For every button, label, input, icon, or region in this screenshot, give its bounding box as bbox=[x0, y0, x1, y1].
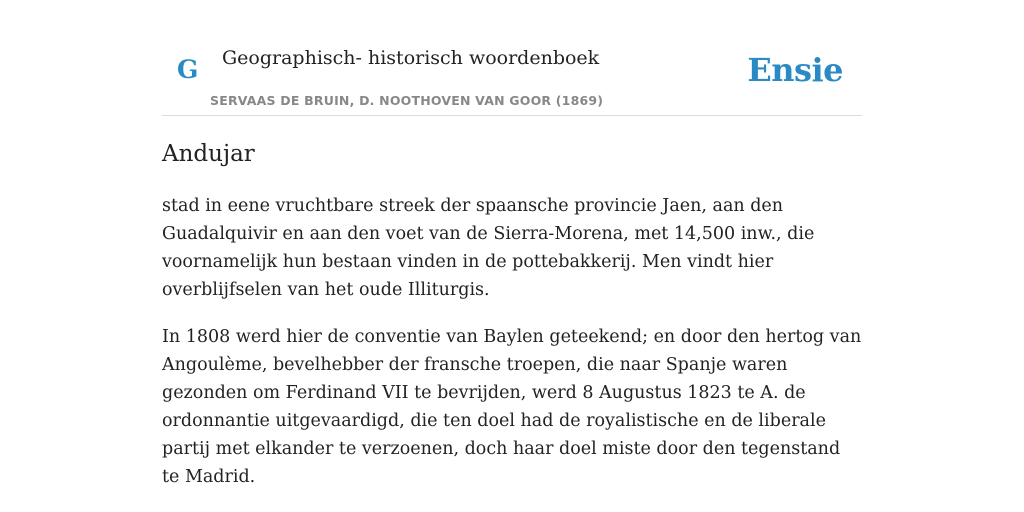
entry-paragraph: stad in eene vruchtbare streek der spaansche provincie Jaen, aan den Guadalquivir en aan den voet van de Sierra-Morena, met 14,500 inw., die voornamelijk hun bestaan vinden in de pottebakkerij. Men vindt hier overblijfselen van het oude Illiturgis. bbox=[162, 196, 815, 300]
header bbox=[162, 38, 862, 116]
book-logo-icon[interactable]: G bbox=[177, 55, 199, 84]
ensie-logo-link[interactable]: Ensie bbox=[747, 51, 843, 89]
book-title-link[interactable]: Geographisch- historisch woordenboek bbox=[222, 47, 600, 69]
entry-title: Andujar bbox=[162, 141, 255, 167]
book-author: SERVAAS DE BRUIN, D. NOOTHOVEN VAN GOOR (1869) bbox=[210, 93, 604, 108]
entry-paragraph: In 1808 werd hier de conventie van Baylen geteekend; en door den hertog van Angoulème, bevelhebber der fransche troepen, die naar Spanje waren gezonden om Ferdinand VII te bevrijden, werd 8 Augustus 1823 te A. de ordonnantie uitgevaardigd, die ten doel had de royalistische en de liberale partij met elkander te verzoenen, doch haar doel miste door den tegenstand te Madrid. bbox=[162, 327, 862, 487]
